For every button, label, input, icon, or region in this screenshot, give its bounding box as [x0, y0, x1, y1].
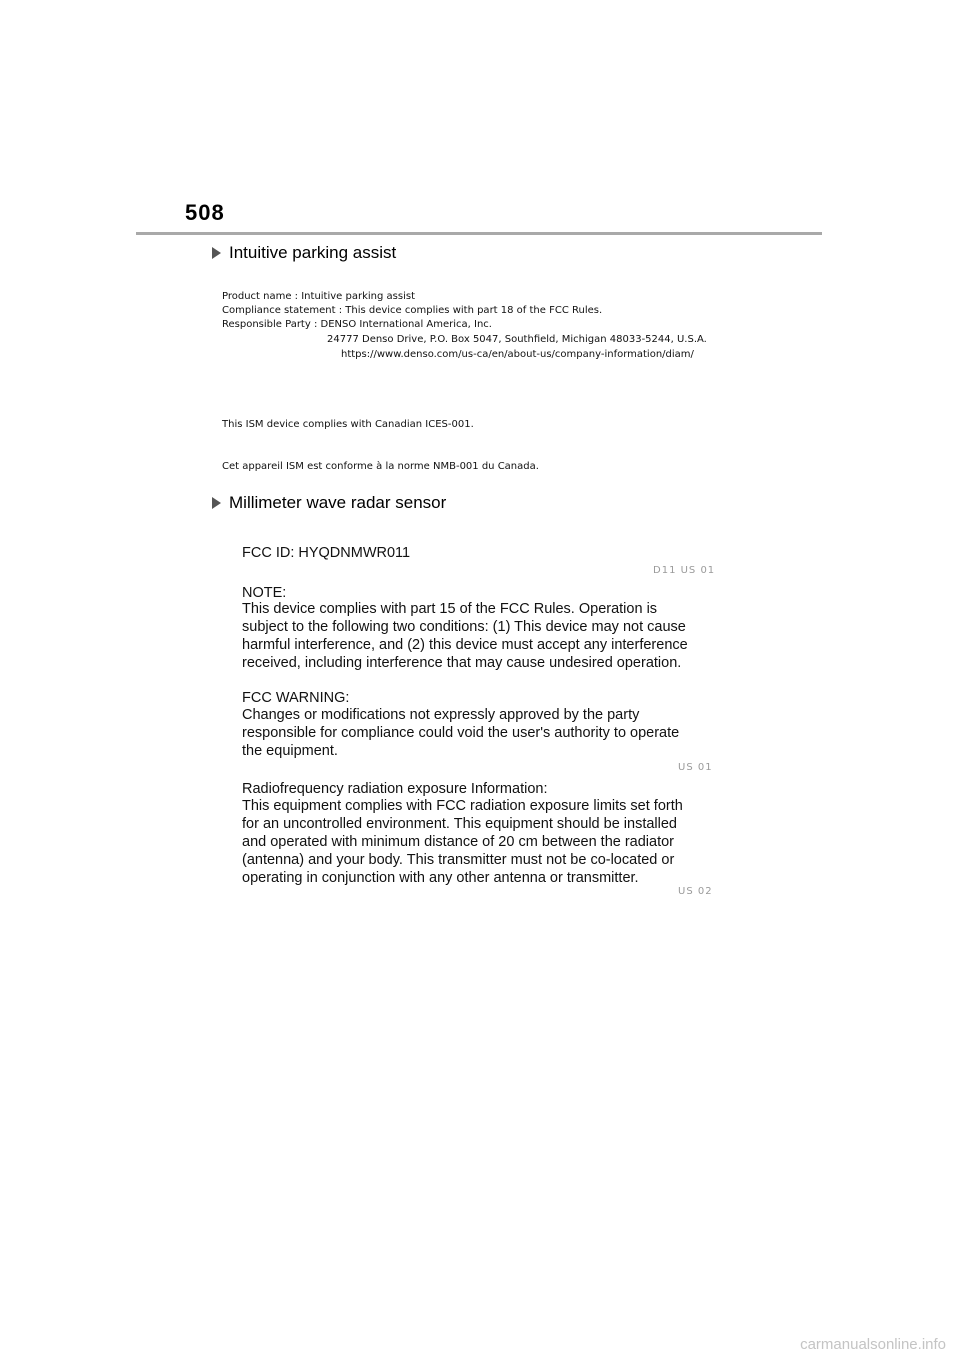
- note-title: NOTE:: [242, 585, 287, 601]
- rf-line: operating in conjunction with any other antenna or transmitter.: [242, 870, 639, 886]
- stamp-code: US 02: [678, 886, 713, 897]
- rf-exposure-title: Radiofrequency radiation exposure Information:: [242, 781, 548, 797]
- note-line: This device complies with part 15 of the FCC Rules. Operation is: [242, 601, 658, 617]
- section-heading-text: Intuitive parking assist: [229, 243, 397, 262]
- label-ices-statement: This ISM device complies with Canadian ICES-001.: [222, 419, 474, 430]
- rf-line: and operated with minimum distance of 20 cm between the radiator: [242, 834, 675, 850]
- triangle-bullet-icon: [212, 497, 221, 509]
- rf-line: for an uncontrolled environment. This equipment should be installed: [242, 816, 677, 832]
- warning-line: the equipment.: [242, 743, 338, 759]
- stamp-code: D11 US 01: [653, 565, 716, 576]
- stamp-code: US 01: [678, 762, 713, 773]
- label-url: https://www.denso.com/us-ca/en/about-us/company-information/diam/: [341, 349, 694, 360]
- section-heading-text: Millimeter wave radar sensor: [229, 493, 447, 512]
- label-nmb-statement: Cet appareil ISM est conforme à la norme NMB-001 du Canada.: [222, 461, 539, 472]
- rf-line: (antenna) and your body. This transmitter must not be co-located or: [242, 852, 675, 868]
- warning-body: [242, 706, 679, 760]
- label-product-name: Product name : Intuitive parking assist: [222, 291, 415, 302]
- rf-exposure-body: [242, 797, 683, 887]
- rf-line: This equipment complies with FCC radiation exposure limits set forth: [242, 798, 683, 814]
- fcc-id: FCC ID: HYQDNMWR011: [242, 545, 411, 561]
- triangle-bullet-icon: [212, 247, 221, 259]
- warning-line: responsible for compliance could void the user's authority to operate: [242, 725, 680, 741]
- warning-title: FCC WARNING:: [242, 690, 350, 706]
- page-number: 508: [185, 200, 225, 225]
- label-address: 24777 Denso Drive, P.O. Box 5047, Southfield, Michigan 48033-5244, U.S.A.: [327, 334, 707, 345]
- header-divider: [136, 232, 822, 235]
- warning-line: Changes or modifications not expressly approved by the party: [242, 707, 640, 723]
- note-line: harmful interference, and (2) this device must accept any interference: [242, 637, 688, 653]
- note-line: subject to the following two conditions: (1) This device may not cause: [242, 619, 686, 635]
- section-heading-radar-sensor: [212, 493, 446, 513]
- label-compliance-statement: Compliance statement : This device complies with part 18 of the FCC Rules.: [222, 305, 603, 316]
- label-responsible-party: Responsible Party : DENSO International America, Inc.: [222, 319, 492, 330]
- section-heading-parking-assist: [212, 243, 396, 263]
- note-line: received, including interference that may cause undesired operation.: [242, 655, 682, 671]
- note-body: [242, 600, 688, 672]
- site-watermark: carmanualsonline.info: [800, 1336, 946, 1353]
